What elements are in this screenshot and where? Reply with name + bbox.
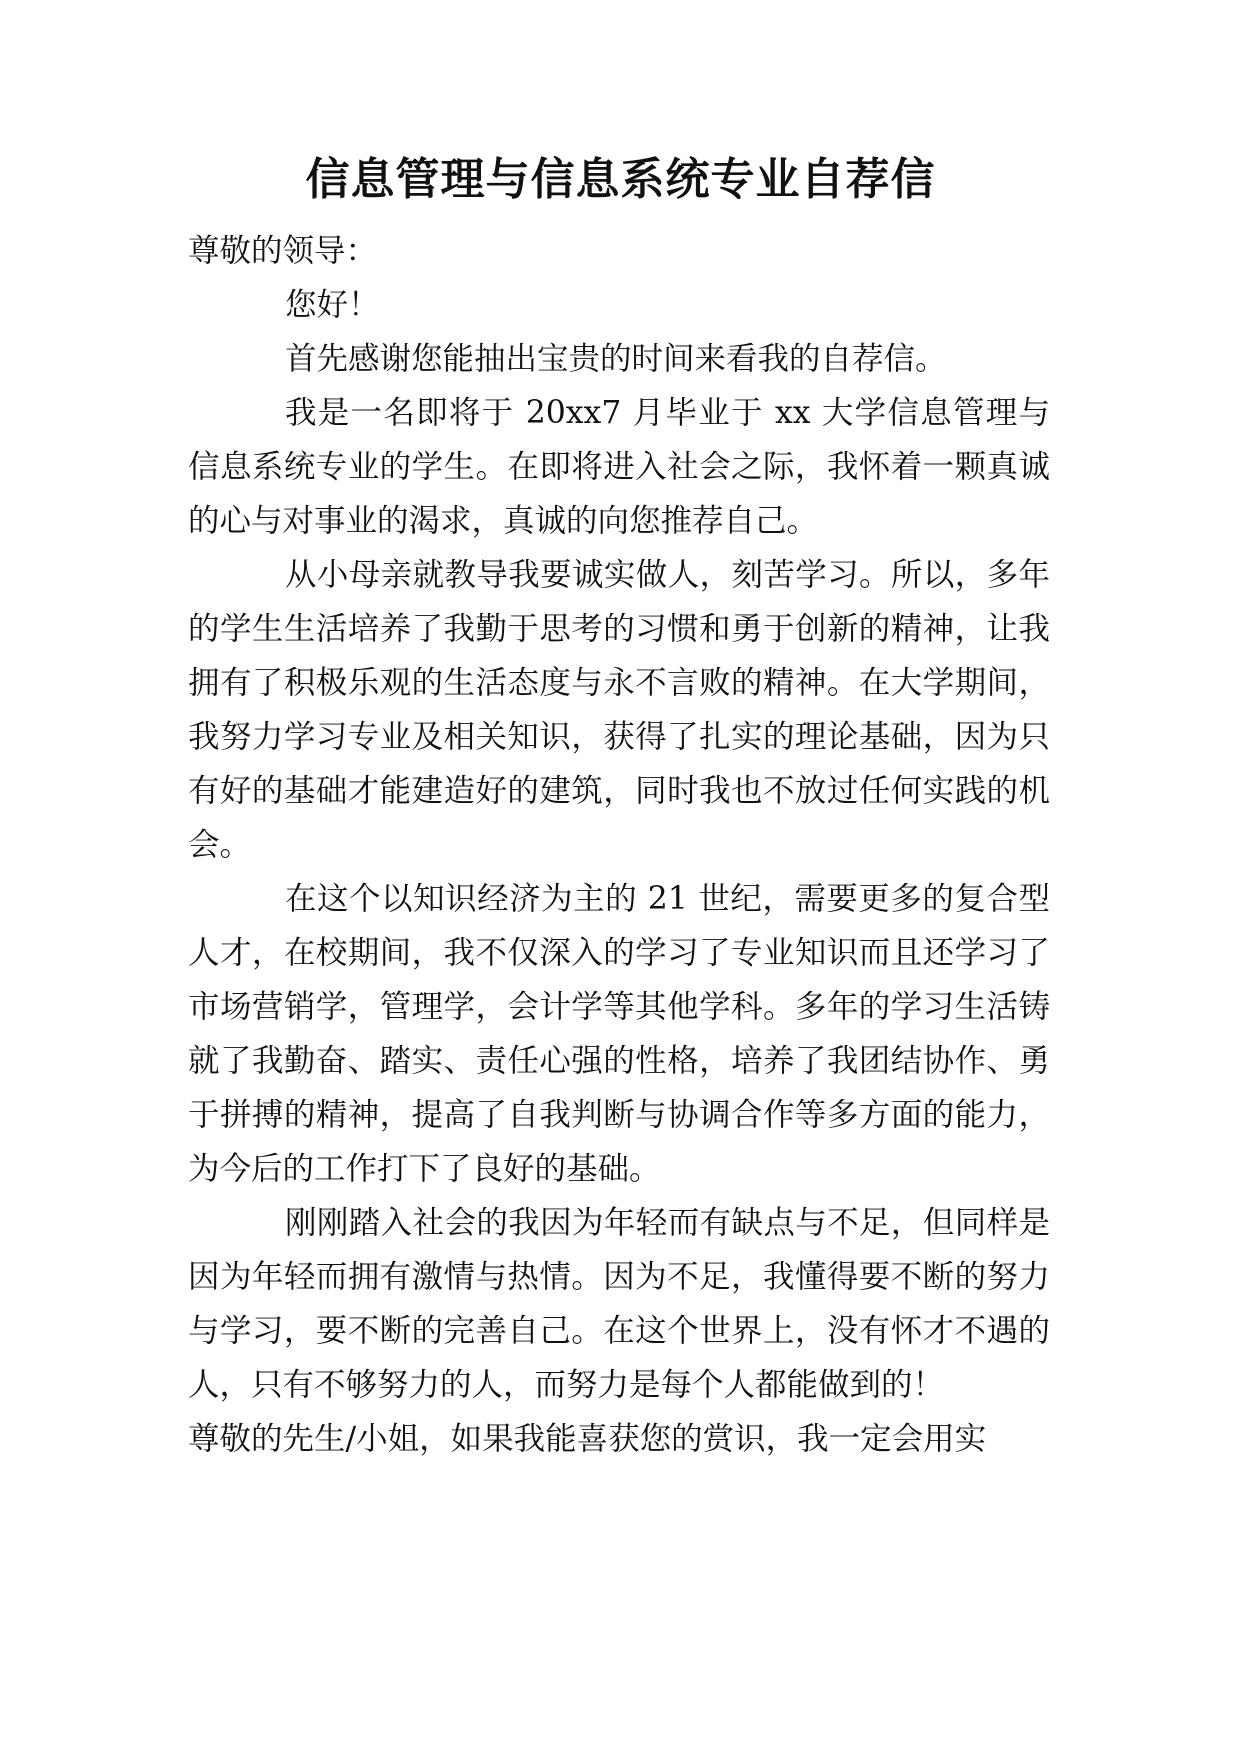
closing-paragraph: 尊敬的先生/小姐，如果我能喜获您的赏识，我一定会用实 — [188, 1421, 987, 1457]
greeting-paragraph: 您好！ — [285, 287, 380, 323]
document-title: 信息管理与信息系统专业自荐信 — [305, 154, 936, 205]
letter-body — [188, 224, 1050, 1466]
upbringing-paragraph: 从小母亲就教导我要诚实做人，刻苦学习。所以，多年的学生生活培养了我勤于思考的习惯和勇于创新的精神，让我拥有了积极乐观的生活态度与永不言败的精神。在大学期间，我努力学习专业及相关知识，获得了扎实的理论基础，因为只有好的基础才能建造好的建筑，同时我也不放过任何实践的机会。 — [188, 557, 1050, 863]
skills-paragraph: 在这个以知识经济为主的 21 世纪，需要更多的复合型人才，在校期间，我不仅深入的学习了专业知识而且还学习了市场营销学，管理学，会计学等其他学科。多年的学习生活铸就了我勤奋、踏实、责任心强的性格，培养了我团结协作、勇于拼搏的精神，提高了自我判断与协调合作等多方面的能力，为今后的工作打下了良好的基础。 — [188, 881, 1050, 1187]
thanks-paragraph: 首先感谢您能抽出宝贵的时间来看我的自荐信。 — [285, 341, 947, 377]
salutation: 尊敬的领导： — [188, 233, 378, 269]
introduction-paragraph: 我是一名即将于 20xx7 月毕业于 xx 大学信息管理与信息系统专业的学生。在即将进入社会之际，我怀着一颗真诚的心与对事业的渴求，真诚的向您推荐自己。 — [188, 395, 1050, 539]
attitude-paragraph: 刚刚踏入社会的我因为年轻而有缺点与不足，但同样是因为年轻而拥有激情与热情。因为不足，我懂得要不断的努力与学习，要不断的完善自己。在这个世界上，没有怀才不遇的人，只有不够努力的人，而努力是每个人都能做到的！ — [188, 1205, 1050, 1403]
